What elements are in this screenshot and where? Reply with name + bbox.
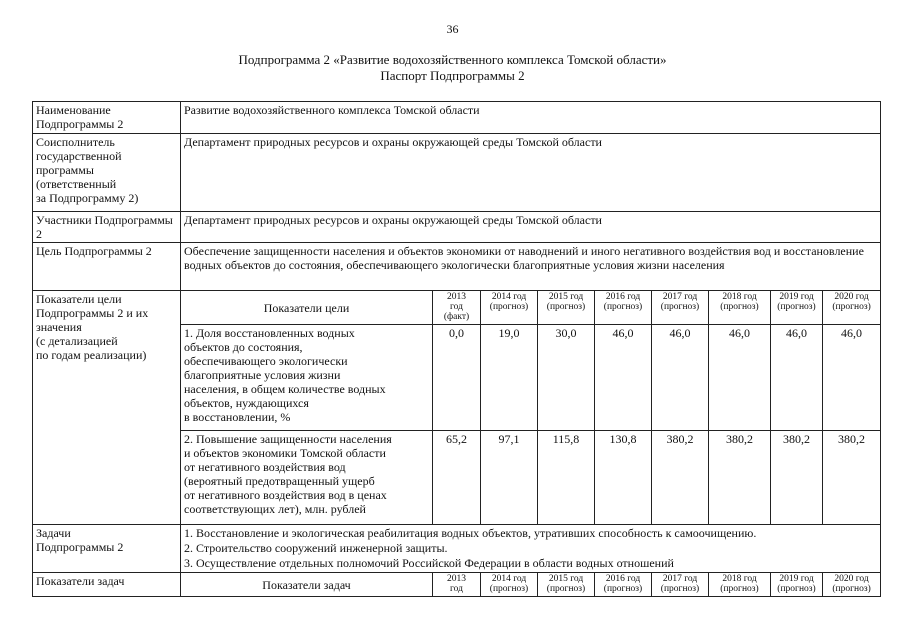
year-header-2013: 2013 год (факт) [433, 291, 481, 325]
row-task-indicators-label: Показатели задач [33, 573, 181, 597]
label-line: по годам реализации) [36, 348, 147, 362]
year-header-2018: 2018 год (прогноз) [709, 291, 771, 325]
label-line: Подпрограммы 2 [36, 540, 124, 554]
goal-indicator-value: 65,2 [433, 431, 481, 525]
year-header-2019: 2019 год (прогноз) [771, 291, 823, 325]
year-header-2018: 2018 год (прогноз) [709, 573, 771, 597]
goal-indicator-name: 2. Повышение защищенности населения и объектов экономики Томской области от негативного воздействия вод (вероятный предотвращенный ущерб от негативного воздействия вод в ценах соответствующих лет), млн. рублей [181, 431, 433, 525]
row-goal-value: Обеспечение защищенности населения и объектов экономики от наводнений и иного негативного воздействия вод и восстановление водных объектов до состояния, обеспечивающего экологически благоприятные условия жизни населения [181, 243, 881, 291]
year-header-2014: 2014 год (прогноз) [481, 291, 538, 325]
goal-indicator-value: 46,0 [709, 325, 771, 431]
row-goal-label: Цель Подпрограммы 2 [33, 243, 181, 291]
document-title: Подпрограмма 2 «Развитие водохозяйственного комплекса Томской области» [238, 52, 667, 67]
row-participants-label: Участники Подпрограммы 2 [33, 212, 181, 243]
task-item: 1. Восстановление и экологическая реабилитация водных объектов, утративших способность к самоочищению. [184, 526, 757, 540]
task-item: 2. Строительство сооружений инженерной защиты. [184, 541, 448, 555]
tasks-list [181, 525, 881, 573]
year-header-2020: 2020 год (прогноз) [823, 291, 881, 325]
document-subtitle: Паспорт Подпрограммы 2 [380, 68, 525, 83]
label-line: за Подпрограмму 2) [36, 191, 139, 205]
goal-indicator-value: 46,0 [595, 325, 652, 431]
year-header-2015: 2015 год (прогноз) [538, 573, 595, 597]
goal-indicator-value: 130,8 [595, 431, 652, 525]
goal-indicator-value: 97,1 [481, 431, 538, 525]
label-line: государственной [36, 149, 122, 163]
year-header-2014: 2014 год (прогноз) [481, 573, 538, 597]
year-header-2020: 2020 год (прогноз) [823, 573, 881, 597]
task-indicators-header-row [33, 573, 881, 597]
year-header-2016: 2016 год (прогноз) [595, 291, 652, 325]
year-header-2019: 2019 год (прогноз) [771, 573, 823, 597]
passport-table [32, 101, 881, 597]
row-tasks-label [33, 525, 181, 573]
row-goal [33, 243, 881, 291]
label-line: Показатели цели [36, 292, 122, 306]
year-header-2017: 2017 год (прогноз) [652, 291, 709, 325]
row-name [33, 102, 881, 134]
goal-indicator-value: 46,0 [771, 325, 823, 431]
year-header-2013: 2013 год [433, 573, 481, 597]
row-participants [33, 212, 881, 243]
page-number: 36 [446, 22, 459, 36]
label-line: Соисполнитель [36, 135, 115, 149]
goal-indicator-value: 19,0 [481, 325, 538, 431]
goal-indicator-value: 0,0 [433, 325, 481, 431]
task-indicators-name-header: Показатели задач [181, 573, 433, 597]
row-goal-indicators-label [33, 291, 181, 525]
goal-indicators-name-header: Показатели цели [181, 291, 433, 325]
row-tasks [33, 525, 881, 573]
goal-indicators-header-row [33, 291, 881, 325]
year-header-2015: 2015 год (прогноз) [538, 291, 595, 325]
row-participants-value: Департамент природных ресурсов и охраны окружающей среды Томской области [181, 212, 881, 243]
label-line: Подпрограммы 2 и их [36, 306, 149, 320]
goal-indicator-value: 380,2 [652, 431, 709, 525]
goal-indicator-value: 46,0 [823, 325, 881, 431]
goal-indicator-name: 1. Доля восстановленных водных объектов до состояния, обеспечивающего экологически благоприятные условия жизни населения, в общем количестве водных объектов, нуждающихся в восстановлении, % [181, 325, 433, 431]
goal-indicator-value: 30,0 [538, 325, 595, 431]
row-name-value: Развитие водохозяйственного комплекса Томской области [181, 102, 881, 134]
row-name-label: Наименование Подпрограммы 2 [33, 102, 181, 134]
goal-indicator-value: 115,8 [538, 431, 595, 525]
label-line: программы [36, 163, 94, 177]
label-line: (ответственный [36, 177, 117, 191]
goal-indicator-value: 380,2 [823, 431, 881, 525]
goal-indicator-value: 380,2 [771, 431, 823, 525]
task-item: 3. Осуществление отдельных полномочий Российской Федерации в области водных отношений [184, 556, 674, 570]
label-line: Задачи [36, 526, 71, 540]
label-line: (с детализацией [36, 334, 118, 348]
goal-indicator-value: 380,2 [709, 431, 771, 525]
row-coexecutor-value: Департамент природных ресурсов и охраны окружающей среды Томской области [181, 134, 881, 212]
label-line: значения [36, 320, 82, 334]
year-header-2016: 2016 год (прогноз) [595, 573, 652, 597]
row-coexecutor-label [33, 134, 181, 212]
goal-indicator-value: 46,0 [652, 325, 709, 431]
row-coexecutor [33, 134, 881, 212]
year-header-2017: 2017 год (прогноз) [652, 573, 709, 597]
